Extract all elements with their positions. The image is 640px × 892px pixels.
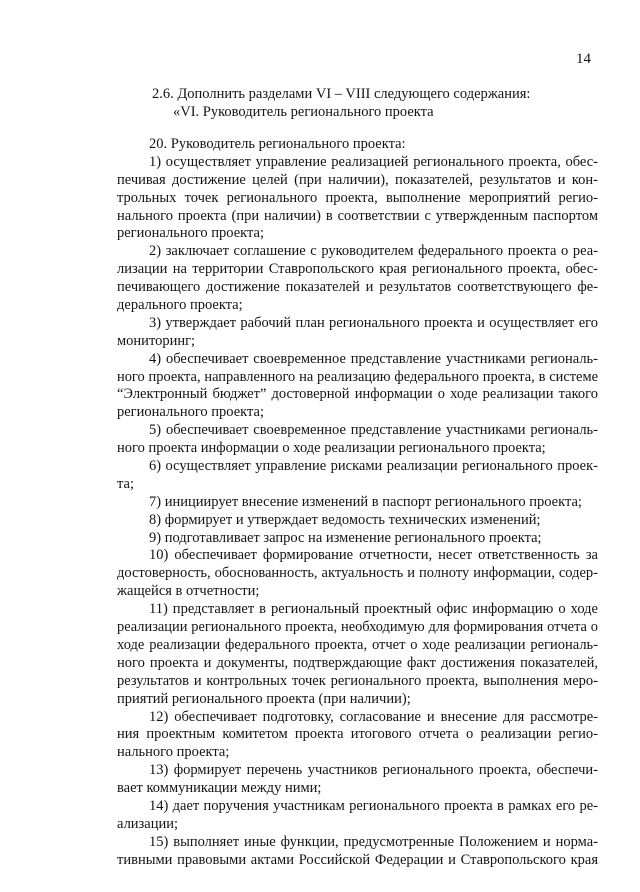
text-line: реализации регионального проекта, необходимую для формирования отчета о: [117, 619, 598, 636]
text-line: 10) обеспечивает формирование отчетности, несет ответственность за: [149, 547, 598, 564]
text-line: лизации на территории Ставропольского края регионального проекта, обес-: [117, 261, 598, 278]
text-line: 2) заключает соглашение с руководителем федерального проекта о реа-: [149, 243, 598, 260]
text-line: результатов и контрольных точек регионального проекта, выполнения меро-: [117, 672, 598, 689]
text-line: та;: [117, 475, 134, 492]
text-line: мониторинг;: [117, 332, 196, 349]
text-line: печивающего достижение показателей и результатов соответствующего фе-: [117, 279, 598, 296]
text-line: нального проекта (при наличии) в соответствии с утвержденным паспортом: [117, 207, 598, 224]
text-line: 14) дает поручения участникам регионального проекта в рамках его ре-: [149, 797, 598, 814]
text-line: “Электронный бюджет” достоверной информации о ходе реализации такого: [117, 386, 598, 403]
text-line: ного проекта, направленного на реализацию федерального проекта, в системе: [117, 368, 598, 385]
text-line: 5) обеспечивает своевременное представление участниками региональ-: [149, 422, 598, 439]
text-line: 20. Руководитель регионального проекта:: [149, 136, 406, 152]
text-line: тивными правовыми актами Российской Федерации и Ставропольского края: [117, 851, 598, 868]
page-number: 14: [576, 51, 591, 67]
section-title: «VI. Руководитель регионального проекта: [173, 104, 434, 120]
text-line: 13) формирует перечень участников регионального проекта, обеспечи-: [149, 762, 598, 779]
text-line: нального проекта;: [117, 744, 230, 761]
text-line: приятий регионального проекта (при наличии);: [117, 690, 411, 707]
text-line: ного проекта и документы, подтверждающие факт достижения показателей,: [117, 654, 598, 671]
text-line: достоверность, обоснованность, актуальность и полноту информации, содер-: [117, 565, 598, 582]
text-line: ходе реализации федерального проекта, отчет о ходе реализации региональ-: [117, 636, 598, 653]
text-line: 3) утверждает рабочий план регионального проекта и осуществляет его: [149, 314, 598, 331]
text-line: ния проектным комитетом проекта итогового отчета о реализации регио-: [117, 726, 598, 743]
text-line: ализации;: [117, 815, 179, 832]
text-line: 4) обеспечивает своевременное представление участниками региональ-: [149, 350, 598, 367]
text-line: 12) обеспечивает подготовку, согласование и внесение для рассмотре-: [149, 708, 598, 725]
text-line: регионального проекта;: [117, 404, 264, 421]
text-line: 11) представляет в региональный проектный офис информацию о ходе: [149, 601, 598, 618]
text-line: 15) выполняет иные функции, предусмотренные Положением и норма-: [149, 833, 598, 850]
text-line: дерального проекта;: [117, 297, 243, 314]
text-line: 6) осуществляет управление рисками реализации регионального проек-: [149, 458, 598, 475]
amendment-heading: 2.6. Дополнить разделами VI – VIII следующего содержания:: [152, 86, 531, 102]
text-line: 8) формирует и утверждает ведомость технических изменений;: [149, 511, 541, 528]
text-line: ного проекта информации о ходе реализации регионального проекта;: [117, 440, 546, 457]
text-line: 9) подготавливает запрос на изменение регионального проекта;: [149, 529, 542, 546]
text-line: печивая достижение целей (при наличии), показателей, результатов и кон-: [117, 171, 598, 188]
text-line: жащейся в отчетности;: [117, 583, 260, 600]
text-line: 7) инициирует внесение изменений в паспорт регионального проекта;: [149, 493, 582, 510]
text-line: регионального проекта;: [117, 225, 264, 242]
text-line: трольных точек регионального проекта, выполнение мероприятий регио-: [117, 189, 598, 206]
section-intro: [152, 86, 530, 122]
body-text: [117, 136, 598, 870]
text-line: вает коммуникации между ними;: [117, 780, 322, 797]
text-line: 1) осуществляет управление реализацией регионального проекта, обес-: [149, 153, 598, 170]
